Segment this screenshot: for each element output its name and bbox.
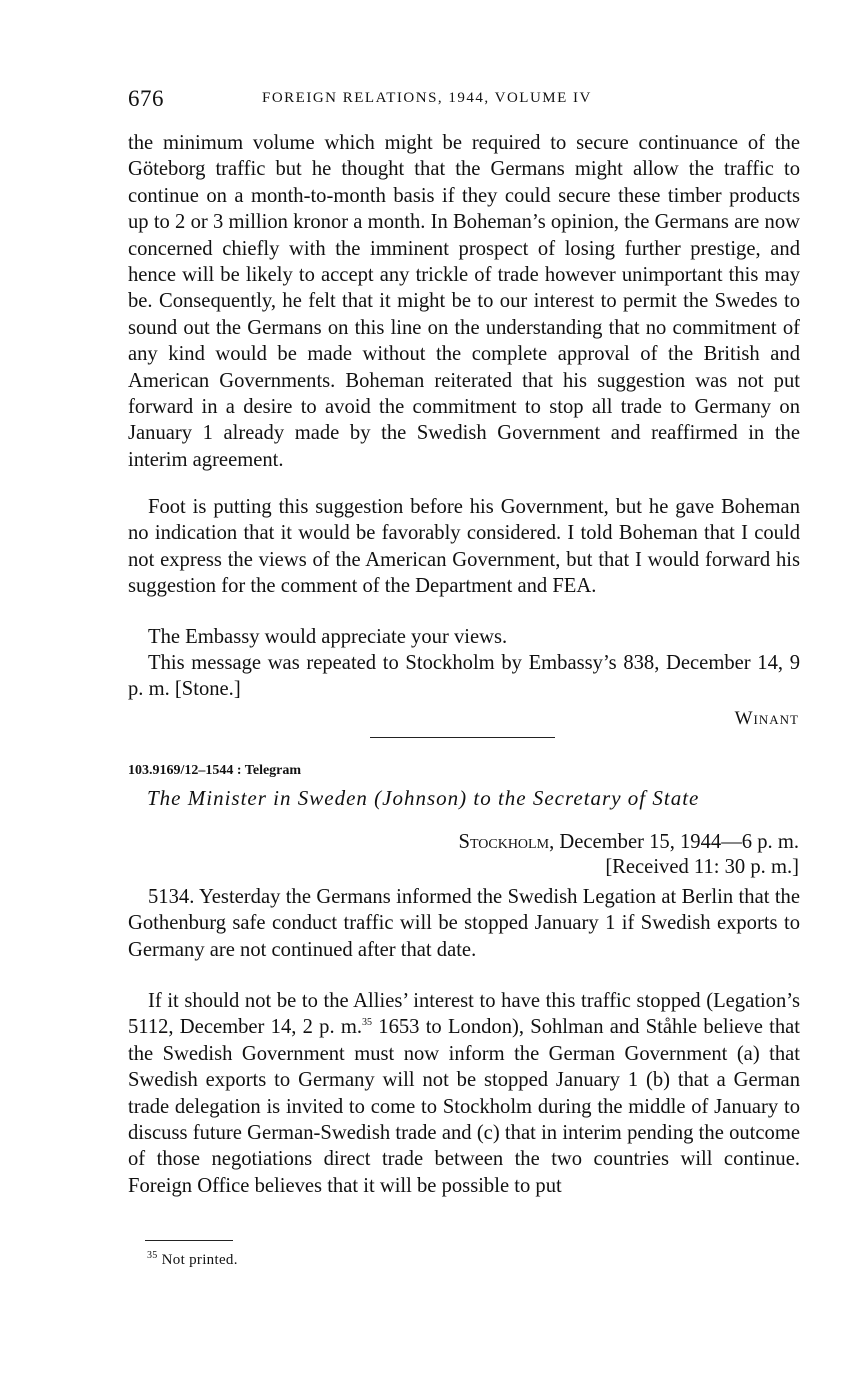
- dateline-place: Stockholm: [458, 831, 550, 853]
- running-head: FOREIGN RELATIONS, 1944, VOLUME IV: [262, 90, 592, 106]
- signature: Winant: [734, 708, 799, 729]
- section-divider: [370, 737, 555, 738]
- footnote-rule: [145, 1240, 233, 1241]
- telegram-paragraph-2: [128, 988, 800, 1199]
- footnote-text: Not printed.: [161, 1252, 238, 1268]
- body-paragraph-3: The Embassy would appreciate your views.: [148, 626, 508, 648]
- body-paragraph-2: Foot is putting this suggestion before his Government, but he gave Boheman no indication that it would be favorably considered. I told Boheman that I could not express the views of the American Government, but that I would forward his suggestion for the comment of the Department and FEA.: [128, 496, 800, 598]
- body-paragraph-4: This message was repeated to Stockholm by Embassy’s 838, December 14, 9 p. m. [Stone.]: [128, 652, 800, 701]
- dateline-date: , December 15, 1944—6 p. m.: [549, 831, 799, 853]
- document-title: The Minister in Sweden (Johnson) to the Secretary of State: [147, 786, 700, 810]
- telegram-paragraph-1: 5134. Yesterday the Germans informed the Swedish Legation at Berlin that the Gothenburg safe conduct traffic will be stopped January 1 if Swedish exports to Germany are not continued after that date.: [128, 886, 800, 961]
- telegram-paragraph-2-start: If it should not be to the Allies’ interest to have this traffic stopped (Legation’s 5112, December 14, 2 p. m.: [128, 990, 800, 1039]
- page-number: 676: [128, 86, 164, 111]
- footnote: [147, 1252, 238, 1269]
- file-reference: 103.9169/12–1544 : Telegram: [128, 763, 302, 778]
- telegram-paragraph-2-rest: 1653 to London), Sohlman and Ståhle believe that the Swedish Government must now inform the German Government (a) that Swedish exports to Germany will not be stopped January 1 (b) that a German trade delegation is invited to come to Stockholm during the middle of January to discuss future German-Swedish trade and (c) that in interim pending the outcome of those negotiations direct trade between the two countries will continue. Foreign Office believes that it will be possible to put: [128, 1016, 800, 1197]
- body-paragraph-1: the minimum volume which might be required to secure continuance of the Göteborg traffic but he thought that the Germans might allow the traffic to continue on a month-to-month basis if they could secure these timber products up to 2 or 3 million kronor a month. In Boheman’s opinion, the Germans are now concerned chiefly with the imminent prospect of losing further prestige, and hence will be likely to accept any trickle of trade however unimportant this may be. Consequently, he felt that it might be to our interest to permit the Swedes to sound out the Germans on this line on the understanding that no commitment of any kind would be made without the complete approval of the British and American Governments. Boheman reiterated that his suggestion was not put forward in a desire to avoid the commitment to stop all trade to Germany on January 1 already made by the Swedish Government and reaffirmed in the interim agreement.: [128, 132, 800, 471]
- received-line: [Received 11: 30 p. m.]: [605, 856, 799, 878]
- footnote-ref: 35: [362, 1017, 373, 1029]
- dateline: [459, 831, 799, 854]
- footnote-marker: 35: [147, 1250, 158, 1261]
